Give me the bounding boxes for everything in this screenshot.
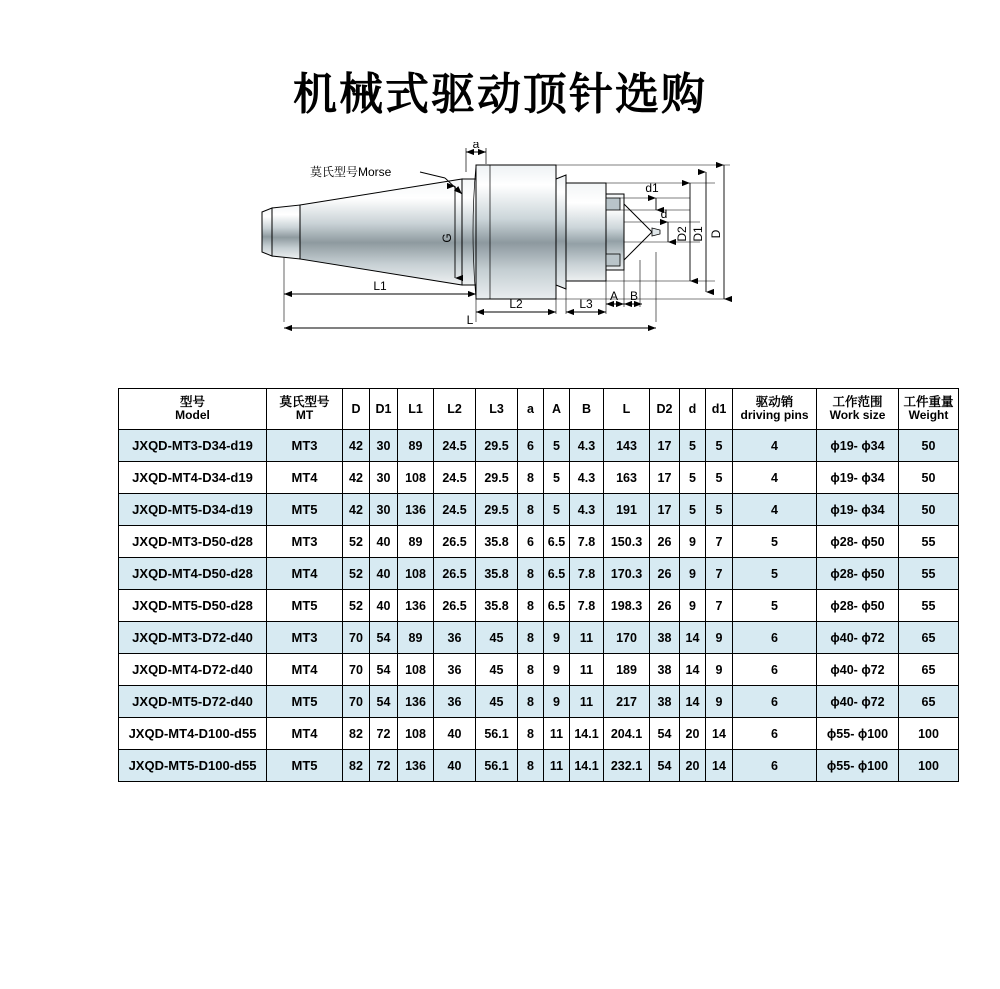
cell-a-lower: 8 [518,494,544,526]
cell-a-upper: 9 [544,686,570,718]
col-header-dsmall: d [680,389,706,430]
cell-a-lower: 8 [518,686,544,718]
cell-a-lower: 8 [518,462,544,494]
cell-dsmall: 14 [680,686,706,718]
cell-l1: 136 [398,590,434,622]
cell-dsmall: 14 [680,622,706,654]
cell-l3: 35.8 [476,558,518,590]
cell-driving-pins: 5 [733,526,817,558]
cell-d2: 26 [650,558,680,590]
cell-l1: 89 [398,526,434,558]
cell-l: 198.3 [604,590,650,622]
cell-l3: 45 [476,622,518,654]
cell-d: 70 [343,686,370,718]
cell-weight: 50 [899,494,959,526]
cell-model: JXQD-MT5-D50-d28 [119,590,267,622]
cell-d2: 54 [650,718,680,750]
cell-dsmall: 14 [680,654,706,686]
table-row [119,654,959,686]
cell-d1small: 5 [706,430,733,462]
cell-work-size: ϕ19- ϕ34 [817,462,899,494]
cell-l: 150.3 [604,526,650,558]
col-header-a-lower: a [518,389,544,430]
cell-a-upper: 9 [544,654,570,686]
cell-d2: 38 [650,686,680,718]
cell-d1cap: 54 [370,622,398,654]
cell-d1small: 14 [706,750,733,782]
cell-l: 170.3 [604,558,650,590]
cell-d: 70 [343,654,370,686]
svg-text:L1: L1 [373,279,387,293]
cell-weight: 55 [899,558,959,590]
cell-b: 14.1 [570,750,604,782]
cell-d2: 26 [650,526,680,558]
cell-mt: MT3 [267,526,343,558]
cell-b: 4.3 [570,430,604,462]
cell-l3: 29.5 [476,462,518,494]
svg-text:A: A [609,289,619,303]
cell-l: 170 [604,622,650,654]
cell-driving-pins: 6 [733,654,817,686]
cell-dsmall: 5 [680,462,706,494]
cell-work-size: ϕ55- ϕ100 [817,750,899,782]
cell-d1cap: 30 [370,430,398,462]
col-header-b: B [570,389,604,430]
cell-driving-pins: 4 [733,494,817,526]
cell-d1cap: 40 [370,526,398,558]
cell-model: JXQD-MT4-D100-d55 [119,718,267,750]
cell-model: JXQD-MT5-D72-d40 [119,686,267,718]
svg-text:B: B [629,289,639,303]
cell-work-size: ϕ19- ϕ34 [817,430,899,462]
cell-model: JXQD-MT3-D72-d40 [119,622,267,654]
cell-l: 163 [604,462,650,494]
cell-l3: 45 [476,654,518,686]
cell-d1cap: 30 [370,494,398,526]
cell-dsmall: 20 [680,718,706,750]
cell-model: JXQD-MT4-D34-d19 [119,462,267,494]
table-row [119,686,959,718]
cell-a-upper: 5 [544,462,570,494]
cell-a-upper: 6.5 [544,558,570,590]
svg-text:D: D [709,229,723,239]
cell-d1small: 14 [706,718,733,750]
cell-work-size: ϕ28- ϕ50 [817,526,899,558]
cell-b: 11 [570,686,604,718]
col-header-model-en: Model [175,408,210,423]
col-header-driving-pins [733,389,817,430]
cell-l2: 36 [434,654,476,686]
table-row [119,590,959,622]
cell-d1small: 5 [706,462,733,494]
col-header-mt-cn: 莫氏型号 [279,394,330,409]
cell-d: 52 [343,558,370,590]
col-header-a-upper: A [544,389,570,430]
cell-mt: MT4 [267,558,343,590]
cell-d: 82 [343,718,370,750]
cell-mt: MT3 [267,622,343,654]
cell-mt: MT5 [267,590,343,622]
cell-d1cap: 72 [370,718,398,750]
cell-l1: 108 [398,462,434,494]
cell-d: 70 [343,622,370,654]
cell-d2: 17 [650,430,680,462]
table-row [119,430,959,462]
cell-d: 42 [343,494,370,526]
col-header-d1small: d1 [706,389,733,430]
cell-dsmall: 9 [680,526,706,558]
table-row [119,494,959,526]
page-title: 机械式驱动顶针选购 [293,69,707,120]
col-header-weight-cn: 工件重量 [903,394,954,409]
cell-d1small: 9 [706,622,733,654]
cell-weight: 55 [899,526,959,558]
cell-a-lower: 8 [518,622,544,654]
svg-text:d: d [660,207,668,221]
cell-d1cap: 40 [370,558,398,590]
col-header-mt-en: MT [295,408,314,423]
cell-model: JXQD-MT5-D100-d55 [119,750,267,782]
cell-l2: 26.5 [434,558,476,590]
cell-d1small: 7 [706,590,733,622]
cell-l1: 108 [398,558,434,590]
cell-mt: MT3 [267,430,343,462]
cell-work-size: ϕ28- ϕ50 [817,590,899,622]
cell-l2: 24.5 [434,462,476,494]
cell-weight: 55 [899,590,959,622]
cell-mt: MT4 [267,718,343,750]
spec-table-container [118,388,954,782]
cell-l2: 24.5 [434,430,476,462]
cell-l3: 45 [476,686,518,718]
cell-l3: 29.5 [476,494,518,526]
cell-model: JXQD-MT5-D34-d19 [119,494,267,526]
cell-d: 42 [343,430,370,462]
cell-work-size: ϕ19- ϕ34 [817,494,899,526]
cell-l: 232.1 [604,750,650,782]
cell-a-lower: 8 [518,718,544,750]
cell-l1: 136 [398,494,434,526]
cell-d: 42 [343,462,370,494]
table-row [119,526,959,558]
morse-label: 莫氏型号Morse [310,165,392,179]
cell-l3: 56.1 [476,718,518,750]
cell-l: 189 [604,654,650,686]
col-header-mt [267,389,343,430]
cell-a-lower: 8 [518,558,544,590]
cell-dsmall: 20 [680,750,706,782]
cell-l2: 26.5 [434,526,476,558]
cell-weight: 65 [899,686,959,718]
cell-d1cap: 54 [370,654,398,686]
cell-mt: MT4 [267,462,343,494]
cell-d1small: 7 [706,526,733,558]
cell-l1: 108 [398,654,434,686]
col-header-weight-en: Weight [908,408,949,423]
cell-b: 7.8 [570,590,604,622]
table-row [119,718,959,750]
cell-a-upper: 5 [544,430,570,462]
cell-l1: 136 [398,750,434,782]
cell-l3: 35.8 [476,590,518,622]
cell-a-upper: 6.5 [544,590,570,622]
col-header-d2: D2 [650,389,680,430]
cell-d2: 38 [650,622,680,654]
cell-d1cap: 72 [370,750,398,782]
cell-work-size: ϕ28- ϕ50 [817,558,899,590]
col-header-work-size [817,389,899,430]
cell-model: JXQD-MT4-D50-d28 [119,558,267,590]
col-header-work-size-en: Work size [829,408,886,423]
cell-dsmall: 5 [680,494,706,526]
cell-l2: 26.5 [434,590,476,622]
cell-dsmall: 9 [680,558,706,590]
cell-l2: 40 [434,718,476,750]
cell-d1cap: 40 [370,590,398,622]
cell-work-size: ϕ40- ϕ72 [817,686,899,718]
table-row [119,462,959,494]
cell-dsmall: 5 [680,430,706,462]
cell-work-size: ϕ40- ϕ72 [817,622,899,654]
cell-model: JXQD-MT3-D50-d28 [119,526,267,558]
cell-l3: 35.8 [476,526,518,558]
cell-weight: 65 [899,654,959,686]
cell-l: 191 [604,494,650,526]
cell-driving-pins: 4 [733,462,817,494]
cell-weight: 100 [899,750,959,782]
cell-weight: 65 [899,622,959,654]
cell-driving-pins: 5 [733,558,817,590]
cell-driving-pins: 5 [733,590,817,622]
cell-b: 11 [570,622,604,654]
cell-d1small: 5 [706,494,733,526]
cell-a-upper: 9 [544,622,570,654]
cell-d2: 17 [650,462,680,494]
cell-model: JXQD-MT4-D72-d40 [119,654,267,686]
col-header-l: L [604,389,650,430]
cell-model: JXQD-MT3-D34-d19 [119,430,267,462]
cell-driving-pins: 6 [733,686,817,718]
cell-a-lower: 6 [518,430,544,462]
cell-mt: MT5 [267,494,343,526]
cell-l: 143 [604,430,650,462]
cell-mt: MT5 [267,686,343,718]
svg-text:L3: L3 [579,297,593,311]
cell-l: 204.1 [604,718,650,750]
cell-work-size: ϕ40- ϕ72 [817,654,899,686]
cell-driving-pins: 4 [733,430,817,462]
col-header-d1cap: D1 [370,389,398,430]
cell-l2: 36 [434,686,476,718]
cell-b: 4.3 [570,494,604,526]
cell-l2: 24.5 [434,494,476,526]
cell-d1small: 9 [706,686,733,718]
svg-text:L2: L2 [509,297,523,311]
cell-a-lower: 8 [518,654,544,686]
cell-d2: 54 [650,750,680,782]
cell-b: 7.8 [570,526,604,558]
cell-d2: 17 [650,494,680,526]
cell-a-upper: 11 [544,750,570,782]
svg-text:D2: D2 [675,226,689,242]
col-header-l2: L2 [434,389,476,430]
cell-d: 52 [343,590,370,622]
cell-a-lower: 8 [518,590,544,622]
cell-weight: 50 [899,462,959,494]
cell-dsmall: 9 [680,590,706,622]
cell-d2: 38 [650,654,680,686]
col-header-model-cn: 型号 [179,394,205,409]
cell-l1: 136 [398,686,434,718]
cell-a-upper: 6.5 [544,526,570,558]
cell-d: 52 [343,526,370,558]
col-header-weight [899,389,959,430]
cell-d2: 26 [650,590,680,622]
cell-l2: 40 [434,750,476,782]
cell-d1small: 7 [706,558,733,590]
svg-text:d1: d1 [645,181,659,195]
col-header-model [119,389,267,430]
cell-l3: 56.1 [476,750,518,782]
cell-b: 11 [570,654,604,686]
svg-text:D1: D1 [691,226,705,242]
svg-text:a: a [472,142,480,151]
cell-a-upper: 5 [544,494,570,526]
spec-table [118,388,959,782]
cell-b: 4.3 [570,462,604,494]
cell-driving-pins: 6 [733,718,817,750]
cell-mt: MT5 [267,750,343,782]
col-header-driving-pins-cn: 驱动销 [755,394,794,409]
svg-text:G: G [440,233,454,243]
technical-drawing [0,142,1000,367]
cell-weight: 50 [899,430,959,462]
cell-a-upper: 11 [544,718,570,750]
table-row [119,750,959,782]
cell-d1cap: 54 [370,686,398,718]
cell-weight: 100 [899,718,959,750]
cell-l2: 36 [434,622,476,654]
cell-b: 7.8 [570,558,604,590]
cell-driving-pins: 6 [733,750,817,782]
cell-d1small: 9 [706,654,733,686]
cell-l3: 29.5 [476,430,518,462]
col-header-l3: L3 [476,389,518,430]
table-row [119,558,959,590]
svg-text:L: L [466,313,474,327]
cell-d: 82 [343,750,370,782]
cell-a-lower: 6 [518,526,544,558]
table-row [119,622,959,654]
cell-l1: 89 [398,622,434,654]
col-header-driving-pins-en: driving pins [740,408,809,423]
cell-b: 14.1 [570,718,604,750]
cell-l1: 108 [398,718,434,750]
col-header-l1: L1 [398,389,434,430]
cell-mt: MT4 [267,654,343,686]
cell-a-lower: 8 [518,750,544,782]
table-header-row [119,389,959,430]
cell-l: 217 [604,686,650,718]
cell-d1cap: 30 [370,462,398,494]
cell-driving-pins: 6 [733,622,817,654]
cell-l1: 89 [398,430,434,462]
cell-work-size: ϕ55- ϕ100 [817,718,899,750]
col-header-d: D [343,389,370,430]
col-header-work-size-cn: 工作范围 [832,394,883,409]
